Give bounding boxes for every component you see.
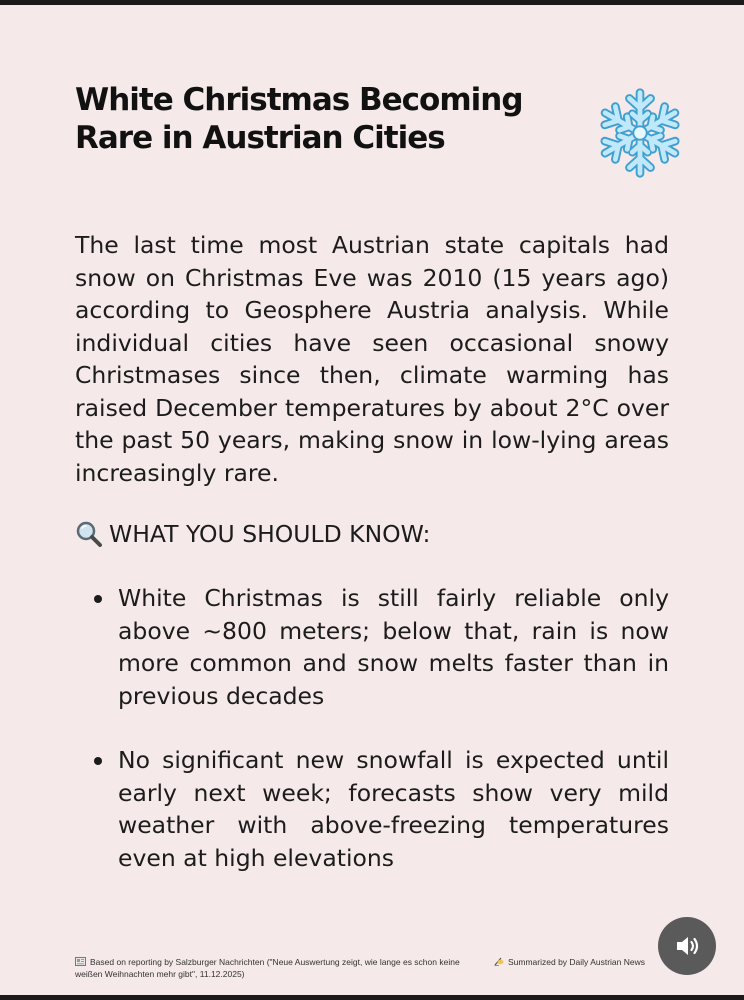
footer-credit-text: Summarized by Daily Austrian News — [508, 957, 645, 967]
footer-credit — [494, 956, 668, 968]
list-item — [75, 744, 669, 874]
list-item — [75, 582, 669, 712]
post-card — [0, 5, 744, 995]
bullet-dot — [94, 757, 102, 765]
post-title: White Christmas Becoming Rare in Austrian Cities — [75, 82, 523, 156]
newspaper-icon — [75, 957, 86, 966]
audio-toggle-button[interactable] — [658, 917, 716, 975]
magnifying-glass-icon — [75, 520, 103, 548]
list-item-text: White Christmas is still fairly reliable only above ~800 meters; below that, rain is now more common and snow melts faster than in previous decades — [118, 584, 669, 710]
writing-hand-icon — [494, 956, 504, 966]
list-item-text: No significant new snowfall is expected until early next week; forecasts show very mild weather with above-freezing temperatures even at high elevations — [118, 746, 669, 872]
speaker-icon — [673, 932, 701, 960]
section-heading — [75, 518, 430, 550]
section-heading-label: WHAT YOU SHOULD KNOW: — [109, 520, 431, 548]
bottom-edge-bar — [0, 995, 744, 1000]
snowflake-icon — [592, 85, 688, 181]
bullet-dot — [94, 595, 102, 603]
post-body: The last time most Austrian state capitals had snow on Christmas Eve was 2010 (15 years ago) according to Geosphere Austria analysis. While individual cities have seen occasional snowy Christmases since then, climate warming has raised December temperatures by about 2°C over the past 50 years, making snow in low-lying areas increasingly rare. — [75, 231, 669, 487]
footer-source-text: Based on reporting by Salzburger Nachrichten ("Neue Auswertung zeigt, wie lange es schon keine weißen Weihnachten mehr gibt", 11.12.2025) — [75, 957, 460, 979]
footer-source — [75, 956, 475, 980]
key-points-list — [75, 582, 669, 874]
